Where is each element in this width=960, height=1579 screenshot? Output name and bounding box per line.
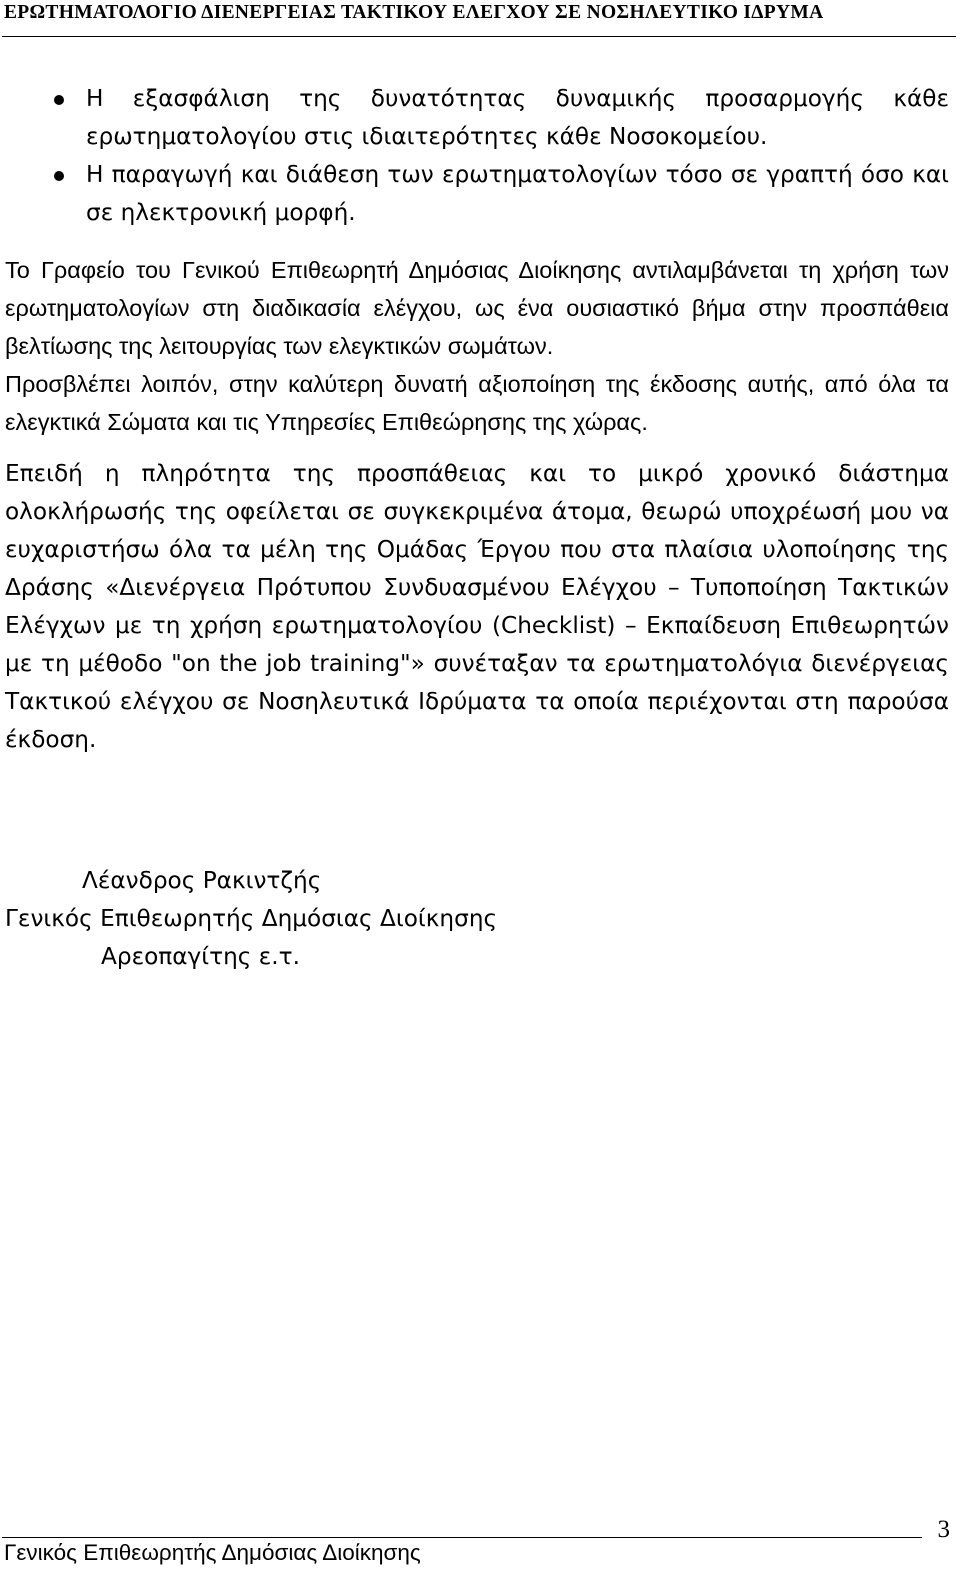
footer-divider [2,1537,922,1538]
paragraph-acknowledgement: Επειδή η πληρότητα της προσπάθειας και το μικρό χρονικό διάστημα ολοκλήρωσής της οφείλεται σε συγκεκριμένα άτομα, θεωρώ υποχρέωσή μου να ευχαριστήσω όλα τα μέλη της Ομάδας Έργου που στα πλαίσια υλοποίησης της Δράσης «Διενέργεια Πρότυπου Συνδυασμένου Ελέγχου – Τυποποίηση Τακτικών Ελέγχων με τη χρήση ερωτηματολογίου (Checklist) – Εκπαίδευση Επιθεωρητών με τη μέθοδο "on the job training"» συνέταξαν τα ερωτηματολόγια διενέργειας Τακτικού ελέγχου σε Νοσηλευτικά Ιδρύματα τα οποία περιέχονται στη παρούσα έκδοση. [5,460,949,753]
paragraph-utilization: Προσβλέπει λοιπόν, στην καλύτερη δυνατή αξιοποίηση της έκδοσης αυτής, από όλα τα ελεγκτικά Σώματα και τις Υπηρεσίες Επιθεώρησης της χώρας. [5,371,949,435]
bullet-list [5,80,949,232]
paragraph-office-role: Το Γραφείο του Γενικού Επιθεωρητή Δημόσιας Διοίκησης αντιλαμβάνεται τη χρήση των ερωτηματολογίων στη διαδικασία ελέγχου, ως ένα ουσιαστικό βήμα στην προσπάθεια βελτίωσης της λειτουργίας των ελεγκτικών σωμάτων. [5,257,949,359]
bullet-item [5,156,949,232]
bullet-dot-icon [54,171,64,181]
bullet-text: Η παραγωγή και διάθεση των ερωτηματολογίων τόσο σε γραπτή όσο και σε ηλεκτρονική μορφή. [86,161,949,226]
signatory-rank: Αρεοπαγίτης ε.τ. [101,943,300,970]
page-header [0,0,960,40]
bullet-item [5,80,949,156]
document-body [5,80,949,759]
page-footer [0,1510,960,1579]
page-number: 3 [937,1516,950,1543]
signature-block [5,862,497,976]
signatory-name: Λέανδρος Ρακιντζής [82,867,322,894]
header-divider [2,36,956,37]
bullet-text: Η εξασφάλιση της δυνατότητας δυναμικής προσαρμογής κάθε ερωτηματολογίου στις ιδιαιτερότητες κάθε Νοσοκομείου. [86,85,949,150]
signatory-title: Γενικός Επιθεωρητής Δημόσιας Διοίκησης [5,905,498,932]
footer-text: Γενικός Επιθεωρητής Δημόσιας Διοίκησης [4,1540,421,1565]
header-title: ΕΡΩΤΗΜΑΤΟΛΟΓΙΟ ΔΙΕΝΕΡΓΕΙΑΣ ΤΑΚΤΙΚΟΥ ΕΛΕΓΧΟΥ ΣΕ ΝΟΣΗΛΕΥΤΙΚΟ ΙΔΡΥΜΑ [4,2,824,23]
bullet-dot-icon [54,95,64,105]
